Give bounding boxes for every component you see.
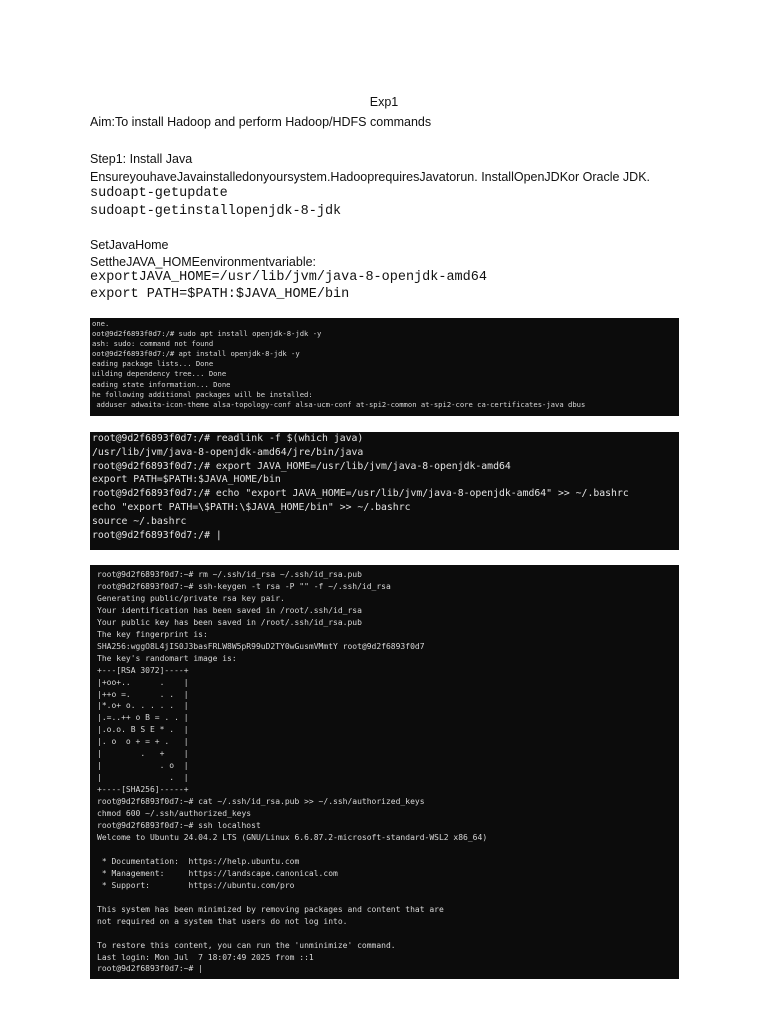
set-java-home-heading: SetJavaHome [90, 238, 169, 252]
terminal-screenshot-apt-install [90, 318, 679, 416]
terminal-output: root@9d2f6893f0d7:/# readlink -f $(which java) /usr/lib/jvm/java-8-openjdk-amd64/jre/bin/java root@9d2f6893f0d7:/# export JAVA_HOME=/usr/lib/jvm/java-8-openjdk-amd64 export PATH=$PATH:$JAVA_HOME/bin root@9d2f6893f0d7:/# echo "export JAVA_HOME=/usr/lib/jvm/java-8-openjdk-amd64" >> ~/.bashrc echo "export PATH=\$PATH:\$JAVA_HOME/bin" >> ~/.bashrc source ~/.bashrc root@9d2f6893f0d7:/# | [92, 433, 629, 541]
terminal-output: root@9d2f6893f0d7:~# rm ~/.ssh/id_rsa ~/.ssh/id_rsa.pub root@9d2f6893f0d7:~# ssh-keygen -t rsa -P "" -f ~/.ssh/id_rsa Generating public/private rsa key pair. Your identification has been saved in /root/.ssh/id_rsa Your public key has been saved in /root/.ssh/id_rsa.pub The key fingerprint is: SHA256:wggO8L4jIS0J3basFRLW8W5pR99uD2TY0wGusmVMmtY root@9d2f6893f0d7 The key's randomart image is: +---[RSA 3072]----+ |+oo+.. . | |++o =. . . | |*.o+ o. . . . . | |.=..++ o B = . . | |.o.o. B S E * . | |. o o + = + . | | . + | | . o | | . | +----[SHA256]-----+ root@9d2f6893f0d7:~# cat ~/.ssh/id_rsa.pub >> ~/.ssh/authorized_keys chmod 600 ~/.ssh/authorized_keys root@9d2f6893f0d7:~# ssh localhost Welcome to Ubuntu 24.04.2 LTS (GNU/Linux 6.6.87.2-microsoft-standard-WSL2 x86_64) * Documentation: https://help.ubuntu.com * Management: https://landscape.canonical.com * Support: https://ubuntu.com/pro This system has been minimized by removing packages and content that are not required on a system that users do not log into. To restore this content, you can run the 'unminimize' command. Last login: Mon Jul 7 18:07:49 2025 from ::1 root@9d2f6893f0d7:~# | [97, 570, 488, 974]
terminal-screenshot-ssh-setup [90, 565, 679, 979]
command-export-java-home: exportJAVA_HOME=/usr/lib/jvm/java-8-openjdk-amd64 [90, 270, 487, 285]
command-apt-install: sudoapt-getinstallopenjdk-8-jdk [90, 204, 342, 219]
command-export-path: export PATH=$PATH:$JAVA_HOME/bin [90, 287, 350, 302]
terminal-output: one. oot@9d2f6893f0d7:/# sudo apt install openjdk-8-jdk -y ash: sudo: command not found oot@9d2f6893f0d7:/# apt install openjdk-8-jdk -y eading package lists... Done uilding dependency tree... Done eading state information... Done he following additional packages will be installed: adduser adwaita-icon-theme alsa-topology-conf alsa-ucm-conf at-spi2-common at-spi2-core ca-certificates-java dbus [92, 319, 586, 409]
aim-text: Aim:To install Hadoop and perform Hadoop/HDFS commands [90, 115, 432, 129]
set-java-home-text: SettheJAVA_HOMEenvironmentvariable: [90, 255, 317, 269]
command-apt-update: sudoapt-getupdate [90, 186, 228, 201]
document-title: Exp1 [369, 95, 399, 109]
step1-heading: Step1: Install Java [90, 152, 193, 166]
terminal-screenshot-java-home [90, 432, 679, 550]
step1-text: EnsureyouhaveJavainstalledonyoursystem.HadooprequiresJavatorun. InstallOpenJDKor Oracle JDK. [90, 170, 651, 184]
